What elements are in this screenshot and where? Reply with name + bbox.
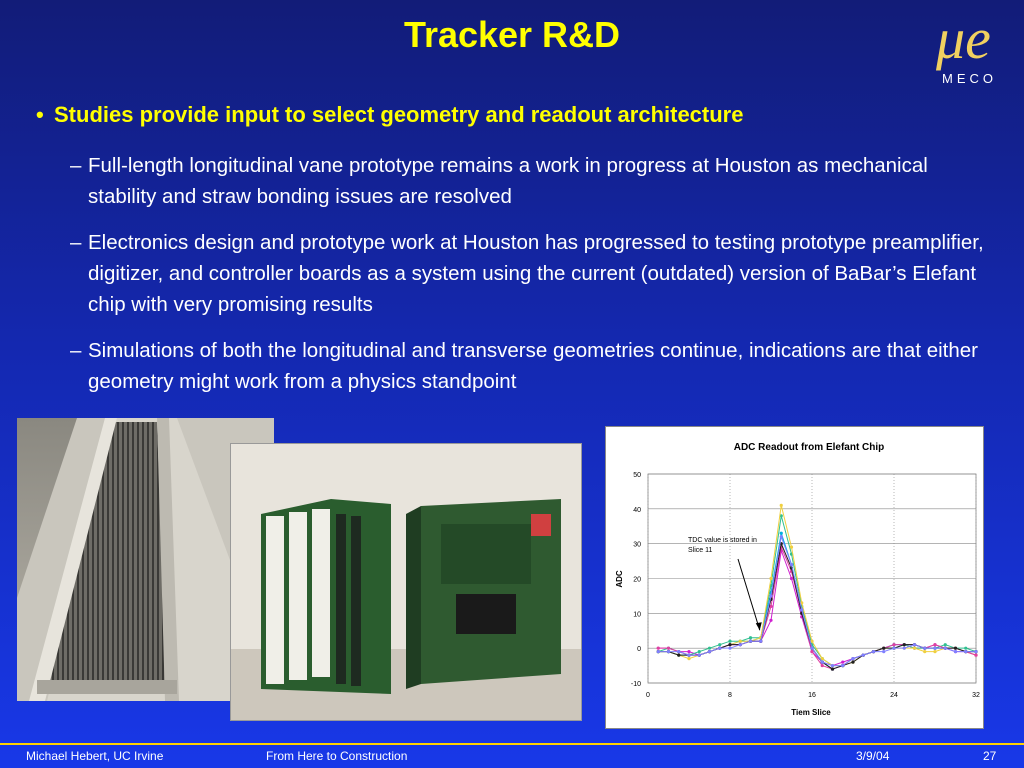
- annotation-arrow: [738, 559, 760, 630]
- data-point: [759, 640, 762, 643]
- sub-bullet-text: Simulations of both the longitudinal and transverse geometries continue, indications are that either geometry might work from a physics standpoint: [88, 339, 979, 393]
- data-point: [944, 647, 947, 650]
- data-point: [821, 661, 824, 664]
- footer-author: Michael Hebert, UC Irvine: [26, 749, 164, 763]
- data-point: [841, 661, 844, 664]
- meco-logo: [930, 4, 1022, 88]
- data-point: [780, 535, 783, 538]
- data-point: [831, 664, 834, 667]
- series-line: [658, 537, 976, 666]
- data-point: [974, 654, 977, 657]
- bullet-marker: •: [36, 102, 44, 127]
- data-point: [708, 647, 711, 650]
- data-point: [769, 619, 772, 622]
- data-point: [913, 643, 916, 646]
- data-point: [739, 640, 742, 643]
- data-point: [769, 577, 772, 580]
- footer-date: 3/9/04: [856, 749, 890, 763]
- data-point: [749, 640, 752, 643]
- meco-logo-glyph: μe: [936, 6, 991, 71]
- adc-chart-svg: [606, 427, 983, 728]
- x-tick-label: 0: [646, 692, 650, 699]
- data-point: [851, 661, 854, 664]
- sub-bullet-marker: –: [70, 339, 82, 362]
- data-point: [769, 594, 772, 597]
- data-point: [687, 657, 690, 660]
- data-point: [872, 650, 875, 653]
- data-point: [923, 647, 926, 650]
- y-tick-label: 20: [633, 576, 641, 584]
- data-point: [667, 650, 670, 653]
- sub-bullet-marker: –: [70, 154, 82, 177]
- data-point: [687, 650, 690, 653]
- data-point: [892, 647, 895, 650]
- y-axis-label: ADC: [615, 570, 624, 588]
- data-point: [790, 563, 793, 566]
- x-tick-label: 24: [890, 692, 898, 699]
- data-point: [841, 664, 844, 667]
- x-tick-label: 32: [972, 692, 980, 699]
- data-point: [728, 643, 731, 646]
- x-axis-label: Tiem Slice: [791, 708, 831, 717]
- data-point: [698, 654, 701, 657]
- series-line: [658, 505, 976, 665]
- footer-talk-title: From Here to Construction: [266, 749, 408, 763]
- tdc-annotation-line1: TDC value is stored in: [688, 537, 757, 544]
- adc-readout-chart: [605, 426, 984, 729]
- main-bullet-text: Studies provide input to select geometry and readout architecture: [54, 102, 744, 127]
- sub-bullet-3: [70, 335, 988, 397]
- data-point: [728, 640, 731, 643]
- footer-rule: [0, 743, 1024, 745]
- x-tick-label: 16: [808, 692, 816, 699]
- data-point: [903, 647, 906, 650]
- data-point: [913, 647, 916, 650]
- data-point: [954, 647, 957, 650]
- data-point: [933, 643, 936, 646]
- data-point: [882, 647, 885, 650]
- sub-bullet-text: Full-length longitudinal vane prototype remains a work in progress at Houston as mechanical stability and straw bonding issues are resolved: [88, 154, 928, 208]
- data-point: [882, 650, 885, 653]
- y-tick-label: 30: [633, 541, 641, 549]
- data-point: [933, 650, 936, 653]
- annotation-arrowhead: [756, 622, 762, 630]
- data-point: [698, 650, 701, 653]
- slide-title: Tracker R&D: [403, 14, 621, 55]
- data-point: [944, 643, 947, 646]
- sub-bullet-1: [70, 150, 988, 212]
- data-point: [718, 643, 721, 646]
- data-point: [800, 608, 803, 611]
- data-point: [657, 647, 660, 650]
- data-point: [923, 650, 926, 653]
- data-point: [749, 636, 752, 639]
- tdc-annotation-line2: Slice 11: [688, 547, 713, 554]
- y-tick-label: 10: [633, 611, 641, 619]
- data-point: [677, 650, 680, 653]
- data-point: [862, 654, 865, 657]
- data-point: [708, 650, 711, 653]
- y-tick-label: 40: [633, 506, 641, 514]
- data-point: [718, 647, 721, 650]
- data-point: [810, 647, 813, 650]
- sub-bullet-text: Electronics design and prototype work at Houston has progressed to testing prototype preamplifier, digitizer, and controller boards as a system using the current (outdated) version of BaBar’s Elefant chip with very promising results: [88, 231, 984, 316]
- data-point: [851, 657, 854, 660]
- data-point: [903, 643, 906, 646]
- data-point: [780, 532, 783, 535]
- data-point: [667, 647, 670, 650]
- sub-bullet-2: [70, 227, 988, 320]
- footer-page-number: 27: [983, 749, 997, 763]
- data-point: [780, 504, 783, 507]
- data-point: [821, 664, 824, 667]
- data-point: [728, 647, 731, 650]
- data-point: [933, 647, 936, 650]
- y-tick-label: -10: [630, 681, 641, 688]
- electronics-boards-photo: [230, 443, 582, 721]
- data-point: [831, 667, 834, 670]
- sub-bullet-marker: –: [70, 231, 82, 254]
- data-point: [954, 650, 957, 653]
- y-tick-label: 50: [633, 472, 641, 479]
- data-point: [687, 654, 690, 657]
- x-tick-label: 8: [728, 692, 732, 699]
- chart-title: ADC Readout from Elefant Chip: [733, 442, 885, 453]
- data-point: [974, 650, 977, 653]
- data-point: [657, 650, 660, 653]
- meco-logo-text: MECO: [942, 71, 997, 86]
- data-point: [790, 546, 793, 549]
- data-point: [677, 654, 680, 657]
- data-point: [964, 647, 967, 650]
- y-tick-label: 0: [637, 646, 641, 654]
- data-point: [964, 650, 967, 653]
- data-point: [739, 643, 742, 646]
- data-point: [892, 643, 895, 646]
- main-bullet: [36, 102, 966, 128]
